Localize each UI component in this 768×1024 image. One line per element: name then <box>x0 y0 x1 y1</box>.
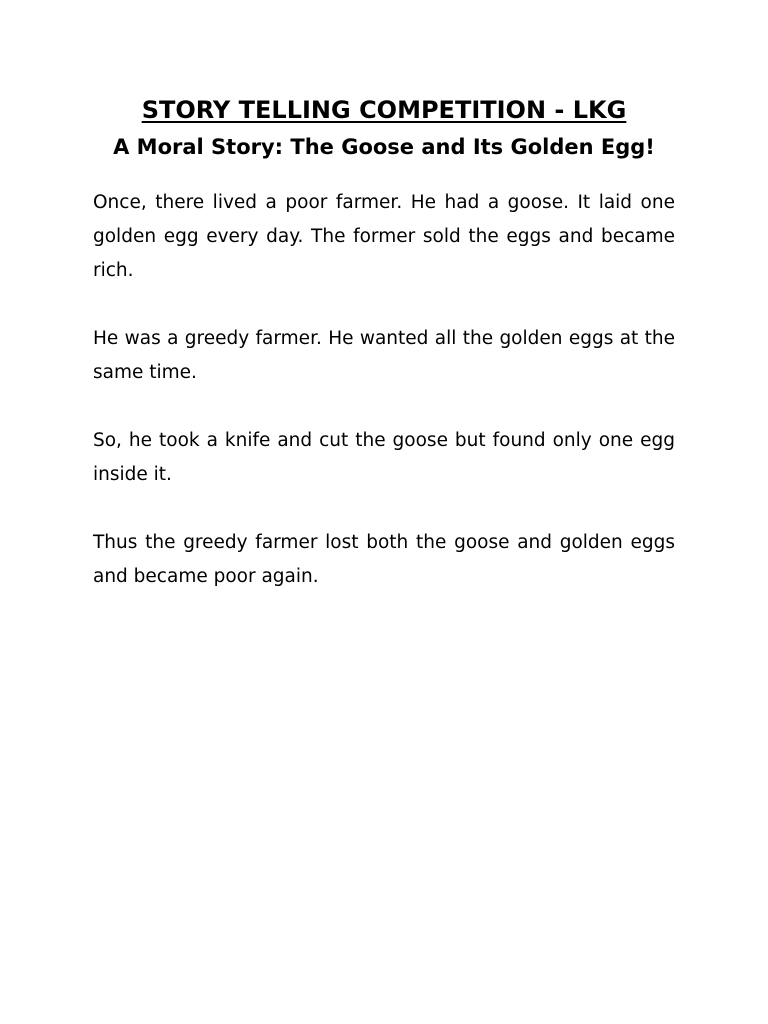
story-paragraph-2: He was a greedy farmer. He wanted all the golden eggs at the same time. <box>93 328 675 383</box>
story-paragraph-4: Thus the greedy farmer lost both the goose and golden eggs and became poor again. <box>93 532 675 587</box>
story-paragraph-1: Once, there lived a poor farmer. He had a goose. It laid one golden egg every day. The former sold the eggs and became rich. <box>93 192 675 281</box>
document-page <box>93 92 675 628</box>
story-body <box>93 186 675 594</box>
document-title: STORY TELLING COMPETITION - LKG <box>141 96 627 124</box>
story-paragraph-3: So, he took a knife and cut the goose but found only one egg inside it. <box>93 430 675 485</box>
story-title: A Moral Story: The Goose and Its Golden Egg! <box>113 135 655 159</box>
